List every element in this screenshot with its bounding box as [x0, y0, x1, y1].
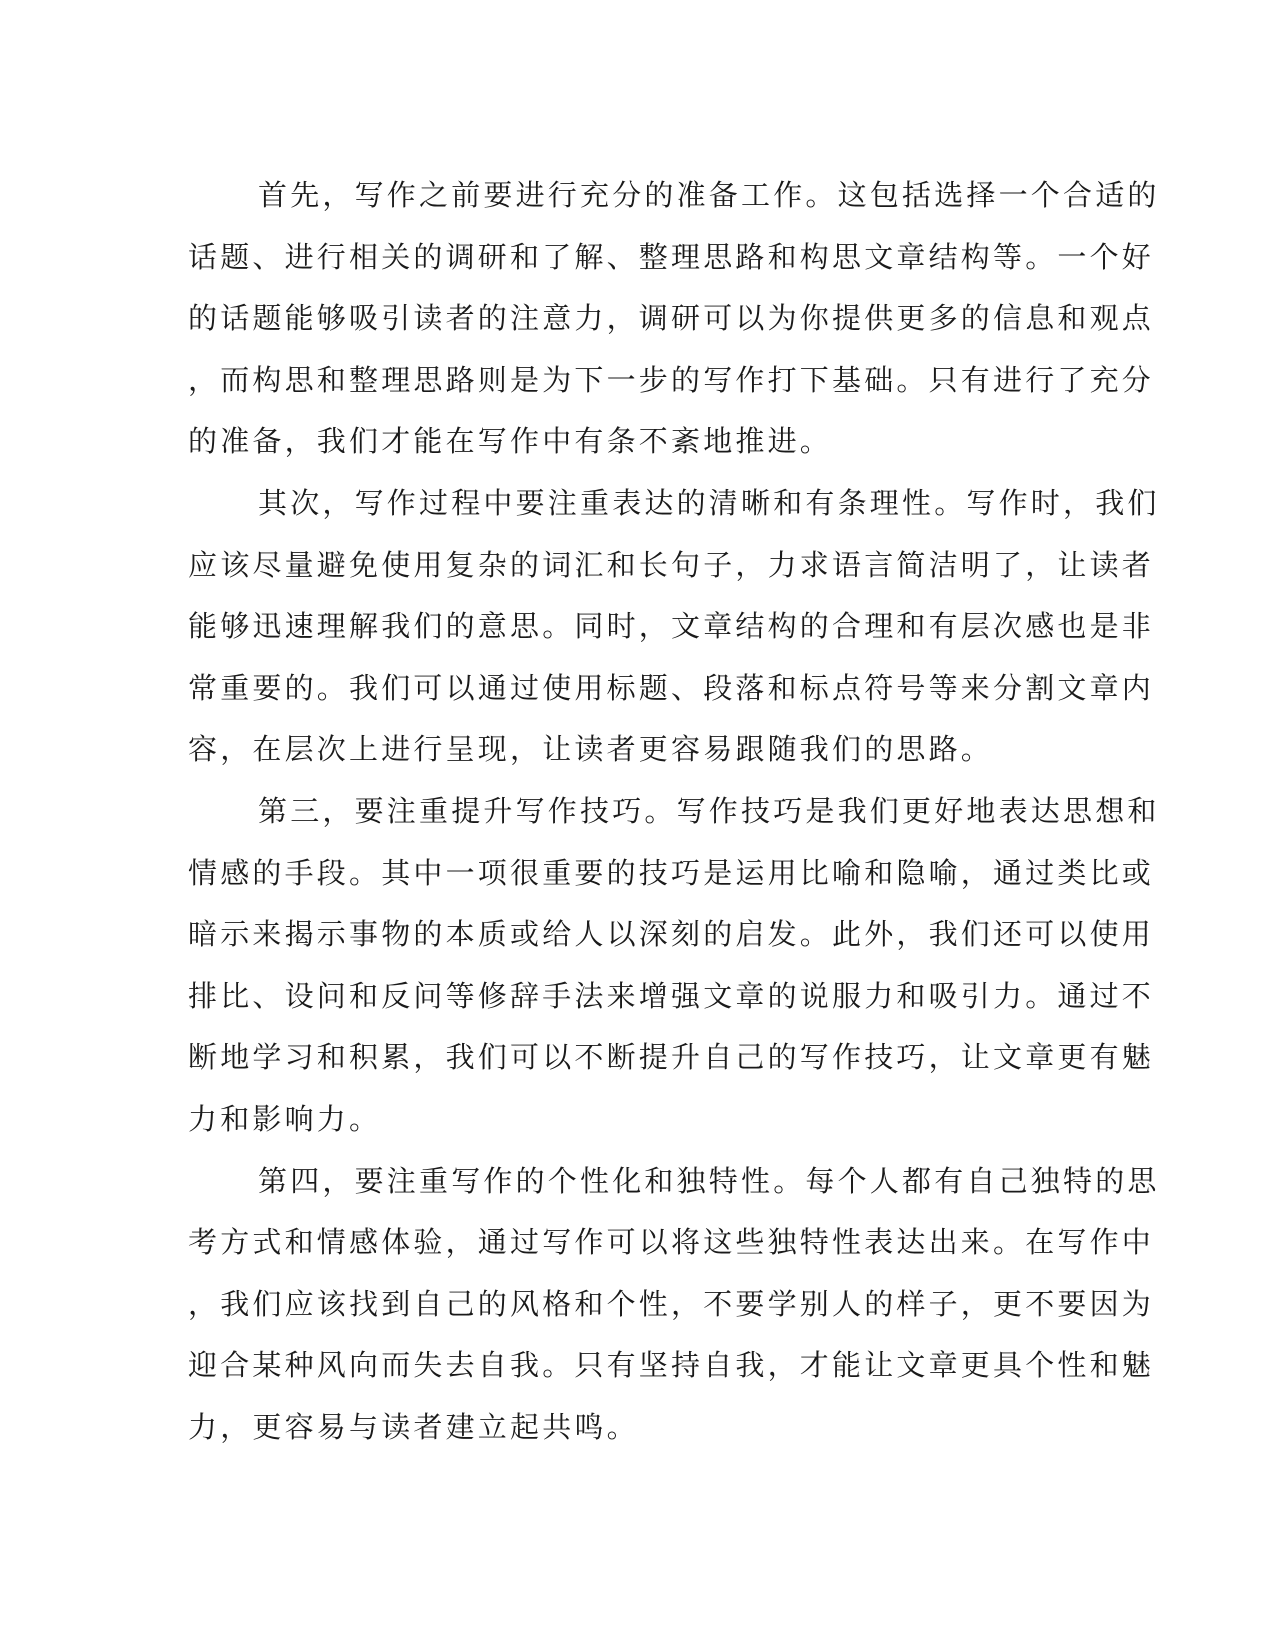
paragraph-line: 常重要的。我们可以通过使用标题、段落和标点符号等来分割文章内 — [188, 670, 1155, 705]
paragraph-line: 第四，要注重写作的个性化和独特性。每个人都有自己独特的思 — [258, 1163, 1160, 1198]
paragraph-line: ，我们应该找到自己的风格和个性，不要学别人的样子，更不要因为 — [188, 1286, 1155, 1321]
paragraph-line: ，而构思和整理思路则是为下一步的写作打下基础。只有进行了充分 — [188, 362, 1155, 397]
paragraph-line: 情感的手段。其中一项很重要的技巧是运用比喻和隐喻，通过类比或 — [188, 855, 1155, 890]
paragraph-line: 的准备，我们才能在写作中有条不紊地推进。 — [188, 424, 833, 459]
document-body — [188, 165, 1160, 1458]
paragraph-line: 容，在层次上进行呈现，让读者更容易跟随我们的思路。 — [188, 732, 994, 767]
paragraph-line: 排比、设问和反问等修辞手法来增强文章的说服力和吸引力。通过不 — [188, 978, 1155, 1013]
paragraph-line: 第三，要注重提升写作技巧。写作技巧是我们更好地表达思想和 — [258, 793, 1160, 828]
paragraph-line: 力和影响力。 — [188, 1101, 382, 1136]
paragraph-3 — [188, 781, 1160, 1151]
paragraph-line: 迎合某种风向而失去自我。只有坚持自我，才能让文章更具个性和魅 — [188, 1348, 1155, 1383]
paragraph-line: 的话题能够吸引读者的注意力，调研可以为你提供更多的信息和观点 — [188, 301, 1155, 336]
paragraph-line: 话题、进行相关的调研和了解、整理思路和构思文章结构等。一个好 — [188, 239, 1155, 274]
paragraph-line: 考方式和情感体验，通过写作可以将这些独特性表达出来。在写作中 — [188, 1225, 1155, 1260]
paragraph-line: 能够迅速理解我们的意思。同时，文章结构的合理和有层次感也是非 — [188, 609, 1155, 644]
paragraph-2 — [188, 473, 1160, 781]
paragraph-line: 暗示来揭示事物的本质或给人以深刻的启发。此外，我们还可以使用 — [188, 917, 1155, 952]
paragraph-line: 首先，写作之前要进行充分的准备工作。这包括选择一个合适的 — [258, 178, 1160, 212]
paragraph-line: 力，更容易与读者建立起共鸣。 — [188, 1409, 639, 1444]
paragraph-line: 断地学习和积累，我们可以不断提升自己的写作技巧，让文章更有魅 — [188, 1040, 1155, 1075]
paragraph-4 — [188, 1151, 1160, 1459]
paragraph-1 — [188, 165, 1160, 473]
paragraph-line: 应该尽量避免使用复杂的词汇和长句子，力求语言简洁明了，让读者 — [188, 547, 1155, 582]
paragraph-line: 其次，写作过程中要注重表达的清晰和有条理性。写作时，我们 — [258, 485, 1160, 520]
